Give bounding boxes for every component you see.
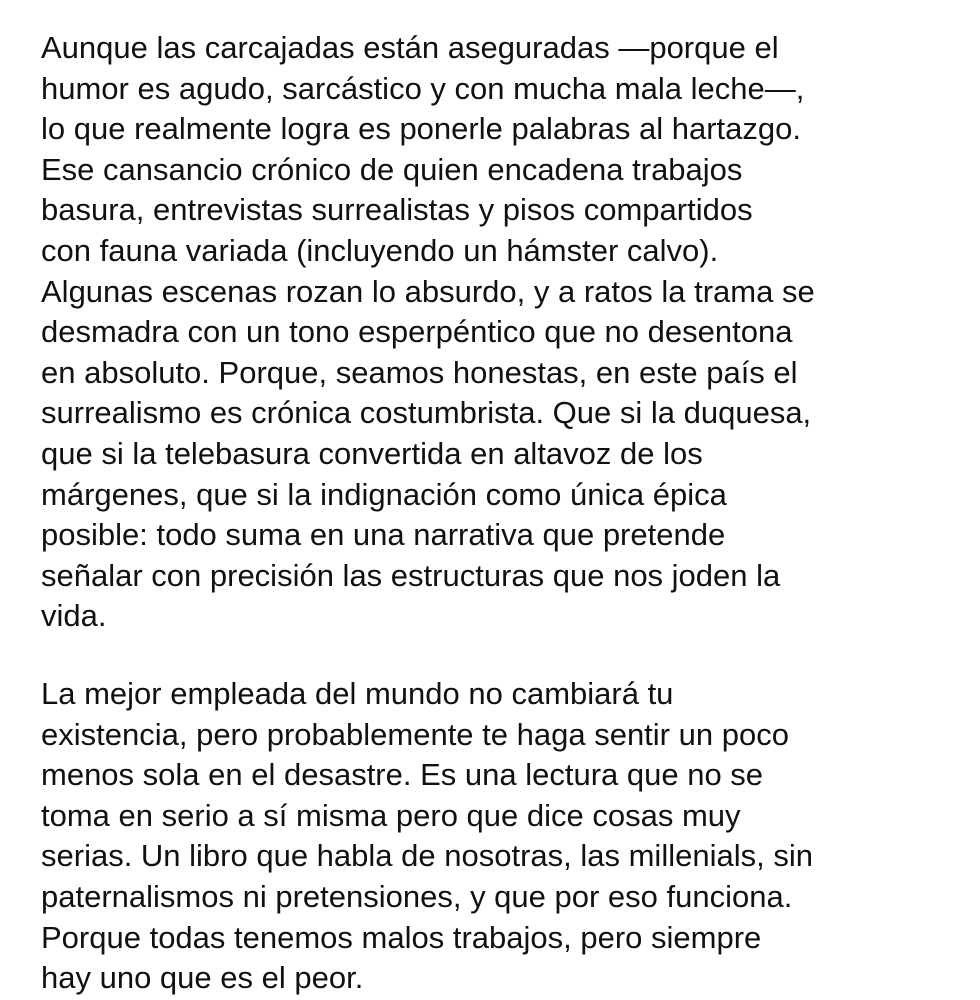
text-line: posible: todo suma en una narrativa que pretende [41,517,726,553]
text-line: señalar con precisión las estructuras que nos joden la [41,557,781,593]
text-line: que si la telebasura convertida en altavoz de los [41,435,703,471]
text-line: desmadra con un tono esperpéntico que no desentona [41,314,793,350]
text-line: en absoluto. Porque, seamos honestas, en este país el [41,354,798,390]
text-line: márgenes, que si la indignación como única épica [41,476,727,512]
text-line: basura, entrevistas surrealistas y pisos compartidos [41,192,753,228]
text-line: Algunas escenas rozan lo absurdo, y a ratos la trama se [41,273,815,309]
paragraph-1 [41,28,961,637]
text-line: surrealismo es crónica costumbrista. Que si la duquesa, [41,395,812,431]
text-line: Ese cansancio crónico de quien encadena trabajos [41,151,743,187]
text-line: Aunque las carcajadas están aseguradas —porque el [41,30,779,65]
text-line: serias. Un libro que habla de nosotras, las millenials, sin [41,838,813,874]
text-line: existencia, pero probablemente te haga sentir un poco [41,716,789,752]
paragraph-2 [41,674,961,999]
text-line: toma en serio a sí misma pero que dice cosas muy [41,797,741,833]
text-line: La mejor empleada del mundo no cambiará tu [41,676,674,711]
text-line: Porque todas tenemos malos trabajos, pero siempre [41,919,762,955]
text-line: hay uno que es el peor. [41,960,364,996]
text-line: vida. [41,598,107,634]
text-line: con fauna variada (incluyendo un hámster calvo). [41,232,719,268]
text-line: lo que realmente logra es ponerle palabras al hartazgo. [41,111,801,147]
text-line: paternalismos ni pretensiones, y que por eso funciona. [41,878,793,914]
text-line: menos sola en el desastre. Es una lectura que no se [41,757,764,793]
text-line: humor es agudo, sarcástico y con mucha mala leche—, [41,70,805,106]
